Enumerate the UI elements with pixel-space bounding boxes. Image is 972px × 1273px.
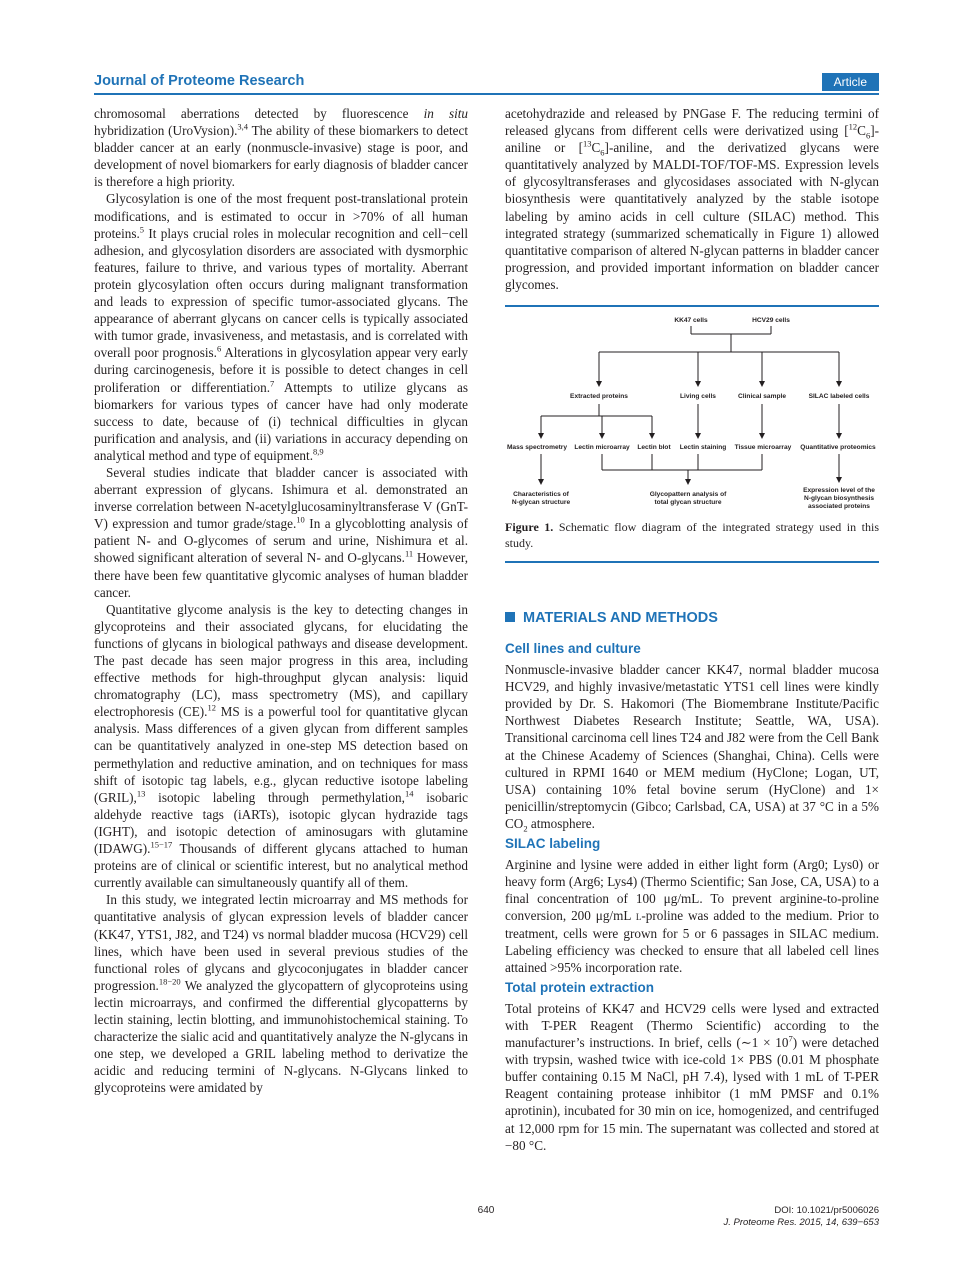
page-number: 640 — [477, 1205, 495, 1216]
node-kk47: KK47 cells — [674, 317, 708, 324]
article-type-badge: Article — [822, 73, 879, 91]
paragraph: chromosomal aberrations detected by fluorescence in situ hybridization (UroVysion).$^{3,4}$ The ability of these biomarkers to detect bladder cancer at an early (nonmuscle-invasive) stage is poor, and development of novel biomarkers for early diagnosis of bladder cancer is therefore a high priority. — [94, 106, 468, 190]
node-clinical-sample: Clinical sample — [737, 393, 787, 400]
node-expression-line1: Expression level of the — [803, 487, 875, 494]
node-lectin-blot: Lectin blot — [637, 444, 671, 451]
paragraph: Nonmuscle-invasive bladder cancer KK47, normal bladder mucosa HCV29, and highly invasive/metastatic YTS1 cell lines were kindly provided by Dr. S. Hakomori (The Biomembrane Institute/Pacific Northwest Diabetes Research Institute; Seattle, WA, USA). Transitional carcinoma cell lines T24 and J82 were from the Cell Bank at the Chinese Academy of Sciences (Shanghai, China). Cells were cultured in RPMI 1640 or MEM medium (HyClone; Logan, UT, USA) containing 10% fetal bovine serum (HyClone) and 1× penicillin/streptomycin (Gibco; Carlsbad, CA, USA) at 37 °C in a 5% $CO_2$ atmosphere. — [505, 662, 879, 834]
caption-label: Figure 1. — [505, 520, 554, 534]
doi[interactable]: DOI: 10.1021/pr5006026 — [774, 1205, 879, 1216]
footer-doi-block — [723, 1205, 879, 1229]
section-title-text: MATERIALS AND METHODS — [523, 610, 718, 626]
paragraph: acetohydrazide and released by PNGase F. The reducing termini of released glycans from different cells were derivatized using $[^{12}C_6]$-aniline or $[^{13}C_6]$-aniline, and the derivatized glycans were quantitatively analyzed by MALDI-TOF/TOF-MS. Expression levels of glycosyltransferases and glycosidases associated with N-glycan biosynthesis were quantitatively analyzed by the stable isotope labeling by amino acids in cell culture (SILAC) method. This integrated strategy (summarized schematically in Figure 1) allowed quantitative comparison of altered N-glycan patterns in bladder cancer progression, and provided important information on bladder cancer glycomes. — [505, 106, 879, 292]
paragraph: Total proteins of KK47 and HCV29 cells were lysed and extracted with T-PER Reagent (Thermo Scientific) according to the manufacturer’s instructions. In brief, cells (∼1 × $10^7$) were detached with trypsin, washed twice with ice-cold 1× PBS (0.01 M phosphate buffer containing 0.15 M NaCl, pH 7.4), lysed with 1 mL of T-PER Reagent containing protease inhibitor (1 mM PMSF and 0.1% aprotinin), incubated for 30 min on ice, homogenized, and centrifuged at 12,000 rpm for 15 min. The supernatant was collected and stored at −80 °C. — [505, 1000, 879, 1153]
subsection-heading: Total protein extraction — [505, 979, 655, 995]
node-glycopattern-line2: total glycan structure — [654, 499, 722, 506]
node-expression-line3: associated proteins — [808, 503, 870, 510]
node-lectin-staining: Lectin staining — [679, 444, 727, 451]
node-mass-spectrometry: Mass spectrometry — [506, 444, 568, 451]
figure-bottom-rule — [505, 561, 879, 563]
node-tissue-microarray: Tissue microarray — [734, 444, 792, 451]
left-column — [94, 105, 468, 1096]
subsection-heading: SILAC labeling — [505, 836, 601, 852]
page-header — [94, 73, 879, 93]
section-square-icon — [505, 612, 515, 622]
node-hcv29: HCV29 cells — [752, 317, 790, 324]
section-heading — [505, 610, 718, 626]
node-living-cells: Living cells — [680, 393, 716, 400]
node-quantitative-proteomics: Quantitative proteomics — [800, 444, 876, 451]
node-characteristics-line1: Characteristics of — [513, 491, 569, 498]
subsection-heading: Cell lines and culture — [505, 641, 641, 656]
node-glycopattern-line1: Glycopattern analysis of — [649, 491, 727, 498]
flow-diagram — [505, 312, 879, 512]
node-characteristics-line2: N-glycan structure — [511, 499, 571, 506]
node-silac-labeled-cells: SILAC labeled cells — [808, 393, 870, 400]
methods-section — [505, 637, 879, 1154]
node-extracted-proteins: Extracted proteins — [570, 393, 628, 400]
journal-title[interactable]: Journal of Proteome Research — [94, 73, 305, 89]
header-rule — [94, 93, 879, 95]
paragraph: In this study, we integrated lectin microarray and MS methods for quantitative analysis of glycan expression levels of bladder cancer (KK47, YTS1, J82, and T24) vs normal bladder mucosa (HCV29) cell lines, which have been used in several previous studies of the functional roles of glycans and glycoconjugates in bladder cancer progression.$^{18-20}$ We analyzed the glycopattern of glycoproteins using lectin microarrays, and confirmed the differential glycopatterns by lectin staining, lectin blotting, and immunohistochemical staining. To characterize the sialic acid and quantitatively analyze the N-glycans in one step, we developed a GRIL labeling method to derivatize the acidic and reducing termini of N-glycans. N-Glycans linked to glycoproteins were amidated by — [94, 892, 468, 1096]
paragraph: Quantitative glycome analysis is the key to detecting changes in glycoproteins and their associated glycans, for elucidating the functions of glycans in biological pathways and disease development. The past decade has seen major progress in this area, including effective methods for high-throughput glycan analysis: liquid chromatography (LC), mass spectrometry (MS), and capillary electrophoresis (CE).$^{12}$ MS is a powerful tool for quantitative glycan analysis. Mass differences of a given glycan from different samples can be quantitatively analyzed in one-step MS detection based on permethylation and reductive amination, and on techniques for mass shift of isotopic tag labels, e.g., glycan reductive isotope labeling (GRIL),$^{13}$ isotopic labeling through permethylation,$^{14}$ isobaric aldehyde reactive tags (iARTs), isotopic glycan hydrazide tags (IGHT), and isotopic detection of aminosugars with glutamine (IDAWG).$^{15-17}$ Thousands of different glycans attached to human proteins are of clinical or scientific interest, but no analytical method currently available can simultaneously quantify all of them. — [94, 601, 468, 891]
node-lectin-microarray: Lectin microarray — [574, 444, 630, 451]
figure-1 — [505, 306, 879, 562]
node-expression-line2: N-glycan biosynthesis — [804, 495, 874, 502]
figure-caption — [505, 520, 879, 551]
caption-text: Schematic flow diagram of the integrated strategy used in this study. — [505, 520, 879, 550]
paragraph: Glycosylation is one of the most frequent post-translational protein modifications, and is estimated to occur in >70% of all human proteins.$^5$ It plays crucial roles in molecular recognition and cell−cell adhesion, and glycosylation disorders are associated with dysmorphic features, failure to thrive, and various types of mortality. Aberrant protein glycosylation often occurs during malignant transformation and leads to expression of specific tumor-associated glycans. The appearance of aberrant glycans on cancer cells is typically associated with tumor grade, invasiveness, and metastasis, and is correlated with overall poor prognosis.$^6$ Alterations in glycosylation appear very early during carcinogenesis, before it is possible to detect changes in cell proliferation or differentiation.$^7$ Attempts to utilize glycans as biomarkers for various types of cancer have had only moderate success to date, because of (i) technical difficulties in glycan purification and analysis, and (ii) variations in accuracy depending on analytical method and type of equipment.$^{8,9}$ — [94, 191, 468, 463]
citation: J. Proteome Res. 2015, 14, 639−653 — [723, 1217, 879, 1228]
paragraph: Arginine and lysine were added in either light form (Arg0; Lys0) or heavy form (Arg6; Lys4) (Thermo Scientific; San Jose, CA, USA) to a final concentration of 100 μg/mL. To prevent arginine-to-proline conversion, 200 μg/mL l-proline was added to the medium. Prior to treatment, cells were grown for 5 or 6 passages in SILAC medium. Labeling efficiency was checked to ensure that all labeled cell lines attained >95% incorporation rate. — [505, 857, 880, 975]
paragraph: Several studies indicate that bladder cancer is associated with aberrant expression of glycans. Ishimura et al. demonstrated an inverse correlation between N-acetylglucosaminyltransferase V (GnT-V) expression and tumor grade/stage.$^{10}$ In a glycoblotting analysis of patient N- and O-glycomes of serum and urine, Nishimura et al. showed significant alteration of several N- and O-glycans.$^{11}$ However, there have been few quantitative glycomic analyses of human bladder cancer. — [94, 464, 469, 600]
right-column — [505, 105, 879, 293]
